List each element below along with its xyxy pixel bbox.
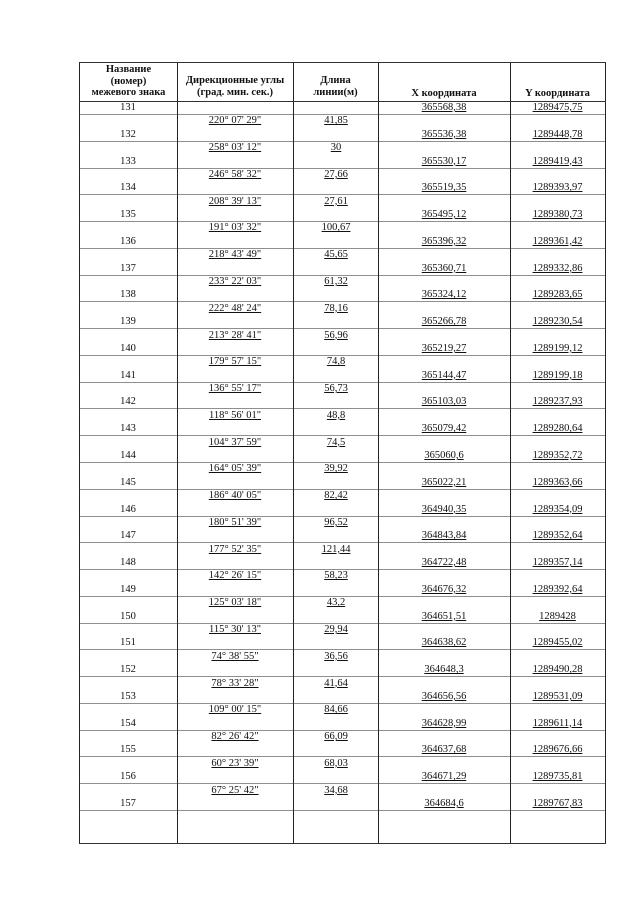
line-length: 68,03 xyxy=(324,757,348,769)
line-length: 100,67 xyxy=(321,222,351,234)
y-coordinate: 1289475,75 xyxy=(532,102,583,113)
x-coordinate: 364628,99 xyxy=(421,717,467,729)
direction-angle: 104° 37' 59" xyxy=(208,436,262,448)
x-coordinate: 364843,84 xyxy=(421,530,467,542)
y-coordinate: 1289352,64 xyxy=(532,530,583,542)
point-number: 148 xyxy=(120,557,136,569)
direction-angle: 186° 40' 05" xyxy=(208,490,262,502)
y-coordinate: 1289393,97 xyxy=(532,182,583,194)
line-length: 48,8 xyxy=(326,409,346,421)
table-border-top xyxy=(79,62,606,63)
x-coordinate: 365079,42 xyxy=(421,423,467,435)
direction-angle: 220° 07' 29" xyxy=(208,115,262,127)
point-number: 153 xyxy=(120,690,136,702)
header-y: Y координата xyxy=(525,88,590,99)
y-coordinate: 1289199,12 xyxy=(532,342,583,354)
direction-angle: 164° 05' 39" xyxy=(208,463,262,475)
x-coordinate: 364940,35 xyxy=(421,503,467,515)
point-number: 133 xyxy=(120,155,136,167)
direction-angle: 246° 58' 32" xyxy=(208,168,262,180)
x-coordinate: 364684,6 xyxy=(424,798,464,810)
header-name: Название (номер) межевого знака xyxy=(91,64,166,98)
line-length: 43,2 xyxy=(326,597,346,609)
point-number: 144 xyxy=(120,450,136,461)
line-length: 30 xyxy=(330,142,342,154)
line-length: 39,92 xyxy=(324,463,348,475)
y-coordinate: 1289392,64 xyxy=(532,583,583,595)
direction-angle: 60° 23' 39" xyxy=(211,757,259,769)
x-coordinate: 365519,35 xyxy=(421,182,467,194)
y-coordinate: 1289676,66 xyxy=(532,744,583,756)
column-divider xyxy=(293,62,294,843)
point-number: 143 xyxy=(120,423,136,435)
line-length: 34,68 xyxy=(324,784,348,796)
direction-angle: 125° 03' 18" xyxy=(208,597,262,609)
line-length: 61,32 xyxy=(324,276,348,287)
x-coordinate: 365266,78 xyxy=(421,316,467,328)
point-number: 137 xyxy=(120,262,136,274)
y-coordinate: 1289230,54 xyxy=(532,316,583,328)
direction-angle: 78° 33' 28" xyxy=(211,677,259,689)
x-coordinate: 365144,47 xyxy=(421,369,467,381)
x-coordinate: 364651,51 xyxy=(421,610,467,622)
direction-angle: 136° 55' 17" xyxy=(208,383,262,395)
y-coordinate: 1289332,86 xyxy=(532,262,583,274)
point-number: 131 xyxy=(120,102,136,113)
table-border-right xyxy=(605,62,606,843)
y-coordinate: 1289363,66 xyxy=(532,476,583,488)
point-number: 136 xyxy=(120,235,136,247)
y-coordinate: 1289283,65 xyxy=(532,289,583,301)
direction-angle: 109° 00' 15" xyxy=(208,704,262,716)
point-number: 155 xyxy=(120,744,136,756)
direction-angle: 213° 28' 41" xyxy=(208,329,262,341)
x-coordinate: 365396,32 xyxy=(421,235,467,247)
line-length: 78,16 xyxy=(324,302,348,314)
point-number: 132 xyxy=(120,128,136,140)
table-border-bottom xyxy=(79,843,606,844)
direction-angle: 82° 26' 42" xyxy=(211,731,259,743)
line-length: 36,56 xyxy=(324,650,348,662)
line-length: 121,44 xyxy=(321,543,351,555)
direction-angle: 142° 26' 15" xyxy=(208,570,262,582)
y-coordinate: 1289237,93 xyxy=(532,396,583,408)
point-number: 150 xyxy=(120,610,136,622)
x-coordinate: 365219,27 xyxy=(421,342,467,354)
y-coordinate: 1289352,72 xyxy=(532,450,583,461)
direction-angle: 177° 52' 35" xyxy=(208,543,262,555)
x-coordinate: 365495,12 xyxy=(421,209,467,221)
y-coordinate: 1289611,14 xyxy=(532,717,583,729)
line-length: 58,23 xyxy=(324,570,348,582)
point-number: 135 xyxy=(120,209,136,221)
direction-angle: 180° 51' 39" xyxy=(208,516,262,528)
direction-angle: 218° 43' 49" xyxy=(208,249,262,261)
line-length: 96,52 xyxy=(324,516,348,528)
header-length: Длина линии(м) xyxy=(313,75,358,98)
direction-angle: 222° 48' 24" xyxy=(208,302,262,314)
y-coordinate: 1289380,73 xyxy=(532,209,583,221)
y-coordinate: 1289428 xyxy=(539,610,576,622)
x-coordinate: 365360,71 xyxy=(421,262,467,274)
direction-angle: 118° 56' 01" xyxy=(209,409,261,421)
point-number: 139 xyxy=(120,316,136,328)
x-coordinate: 365324,12 xyxy=(421,289,467,301)
direction-angle: 233° 22' 03" xyxy=(208,276,262,287)
x-coordinate: 364671,29 xyxy=(421,771,467,783)
point-number: 142 xyxy=(120,396,136,408)
x-coordinate: 364648,3 xyxy=(424,664,464,676)
y-coordinate: 1289448,78 xyxy=(532,128,583,140)
point-number: 146 xyxy=(120,503,136,515)
direction-angle: 208° 39' 13" xyxy=(208,195,262,207)
direction-angle: 74° 38' 55" xyxy=(211,650,259,662)
y-coordinate: 1289767,83 xyxy=(532,798,583,810)
y-coordinate: 1289735,81 xyxy=(532,771,583,783)
x-coordinate: 365103,03 xyxy=(421,396,467,408)
line-length: 41,64 xyxy=(324,677,348,689)
line-length: 27,61 xyxy=(324,195,348,207)
line-length: 45,65 xyxy=(324,249,348,261)
direction-angle: 258° 03' 12" xyxy=(208,142,262,154)
x-coordinate: 364722,48 xyxy=(421,557,467,569)
x-coordinate: 364656,56 xyxy=(421,690,467,702)
y-coordinate: 1289531,09 xyxy=(532,690,583,702)
header-x: X координата xyxy=(411,88,477,99)
x-coordinate: 365022,21 xyxy=(421,476,467,488)
x-coordinate: 365536,38 xyxy=(421,128,467,140)
line-length: 66,09 xyxy=(324,731,348,743)
line-length: 41,85 xyxy=(324,115,348,127)
x-coordinate: 364637,68 xyxy=(421,744,467,756)
y-coordinate: 1289419,43 xyxy=(532,155,583,167)
direction-angle: 179° 57' 15" xyxy=(208,356,262,368)
line-length: 29,94 xyxy=(324,624,348,635)
y-coordinate: 1289490,28 xyxy=(532,664,583,676)
point-number: 147 xyxy=(120,530,136,542)
point-number: 156 xyxy=(120,771,136,783)
x-coordinate: 365530,17 xyxy=(421,155,467,167)
point-number: 149 xyxy=(120,583,136,595)
y-coordinate: 1289199,18 xyxy=(532,369,583,381)
point-number: 151 xyxy=(120,637,136,649)
y-coordinate: 1289455,02 xyxy=(532,637,583,649)
row-divider xyxy=(79,810,606,811)
direction-angle: 67° 25' 42" xyxy=(211,784,259,796)
line-length: 27,66 xyxy=(324,168,348,180)
line-length: 74,8 xyxy=(326,356,346,368)
line-length: 56,96 xyxy=(324,329,348,341)
y-coordinate: 1289361,42 xyxy=(532,235,583,247)
x-coordinate: 365060,6 xyxy=(424,450,464,461)
direction-angle: 115° 30' 13" xyxy=(209,624,261,635)
point-number: 152 xyxy=(120,664,136,676)
point-number: 141 xyxy=(120,369,136,381)
point-number: 140 xyxy=(120,342,136,354)
line-length: 74,5 xyxy=(326,436,346,448)
point-number: 154 xyxy=(120,717,136,729)
x-coordinate: 364638,62 xyxy=(421,637,467,649)
point-number: 145 xyxy=(120,476,136,488)
x-coordinate: 365568,38 xyxy=(421,102,467,113)
point-number: 157 xyxy=(120,798,136,810)
header-angle: Дирекционные углы (град. мин. сек.) xyxy=(185,75,285,98)
direction-angle: 191° 03' 32" xyxy=(208,222,262,234)
y-coordinate: 1289280,64 xyxy=(532,423,583,435)
point-number: 134 xyxy=(120,182,136,194)
column-divider xyxy=(177,62,178,843)
line-length: 82,42 xyxy=(324,490,348,502)
point-number: 138 xyxy=(120,289,136,301)
y-coordinate: 1289357,14 xyxy=(532,557,583,569)
line-length: 56,73 xyxy=(324,383,348,395)
line-length: 84,66 xyxy=(324,704,348,716)
y-coordinate: 1289354,09 xyxy=(532,503,583,515)
x-coordinate: 364676,32 xyxy=(421,583,467,595)
